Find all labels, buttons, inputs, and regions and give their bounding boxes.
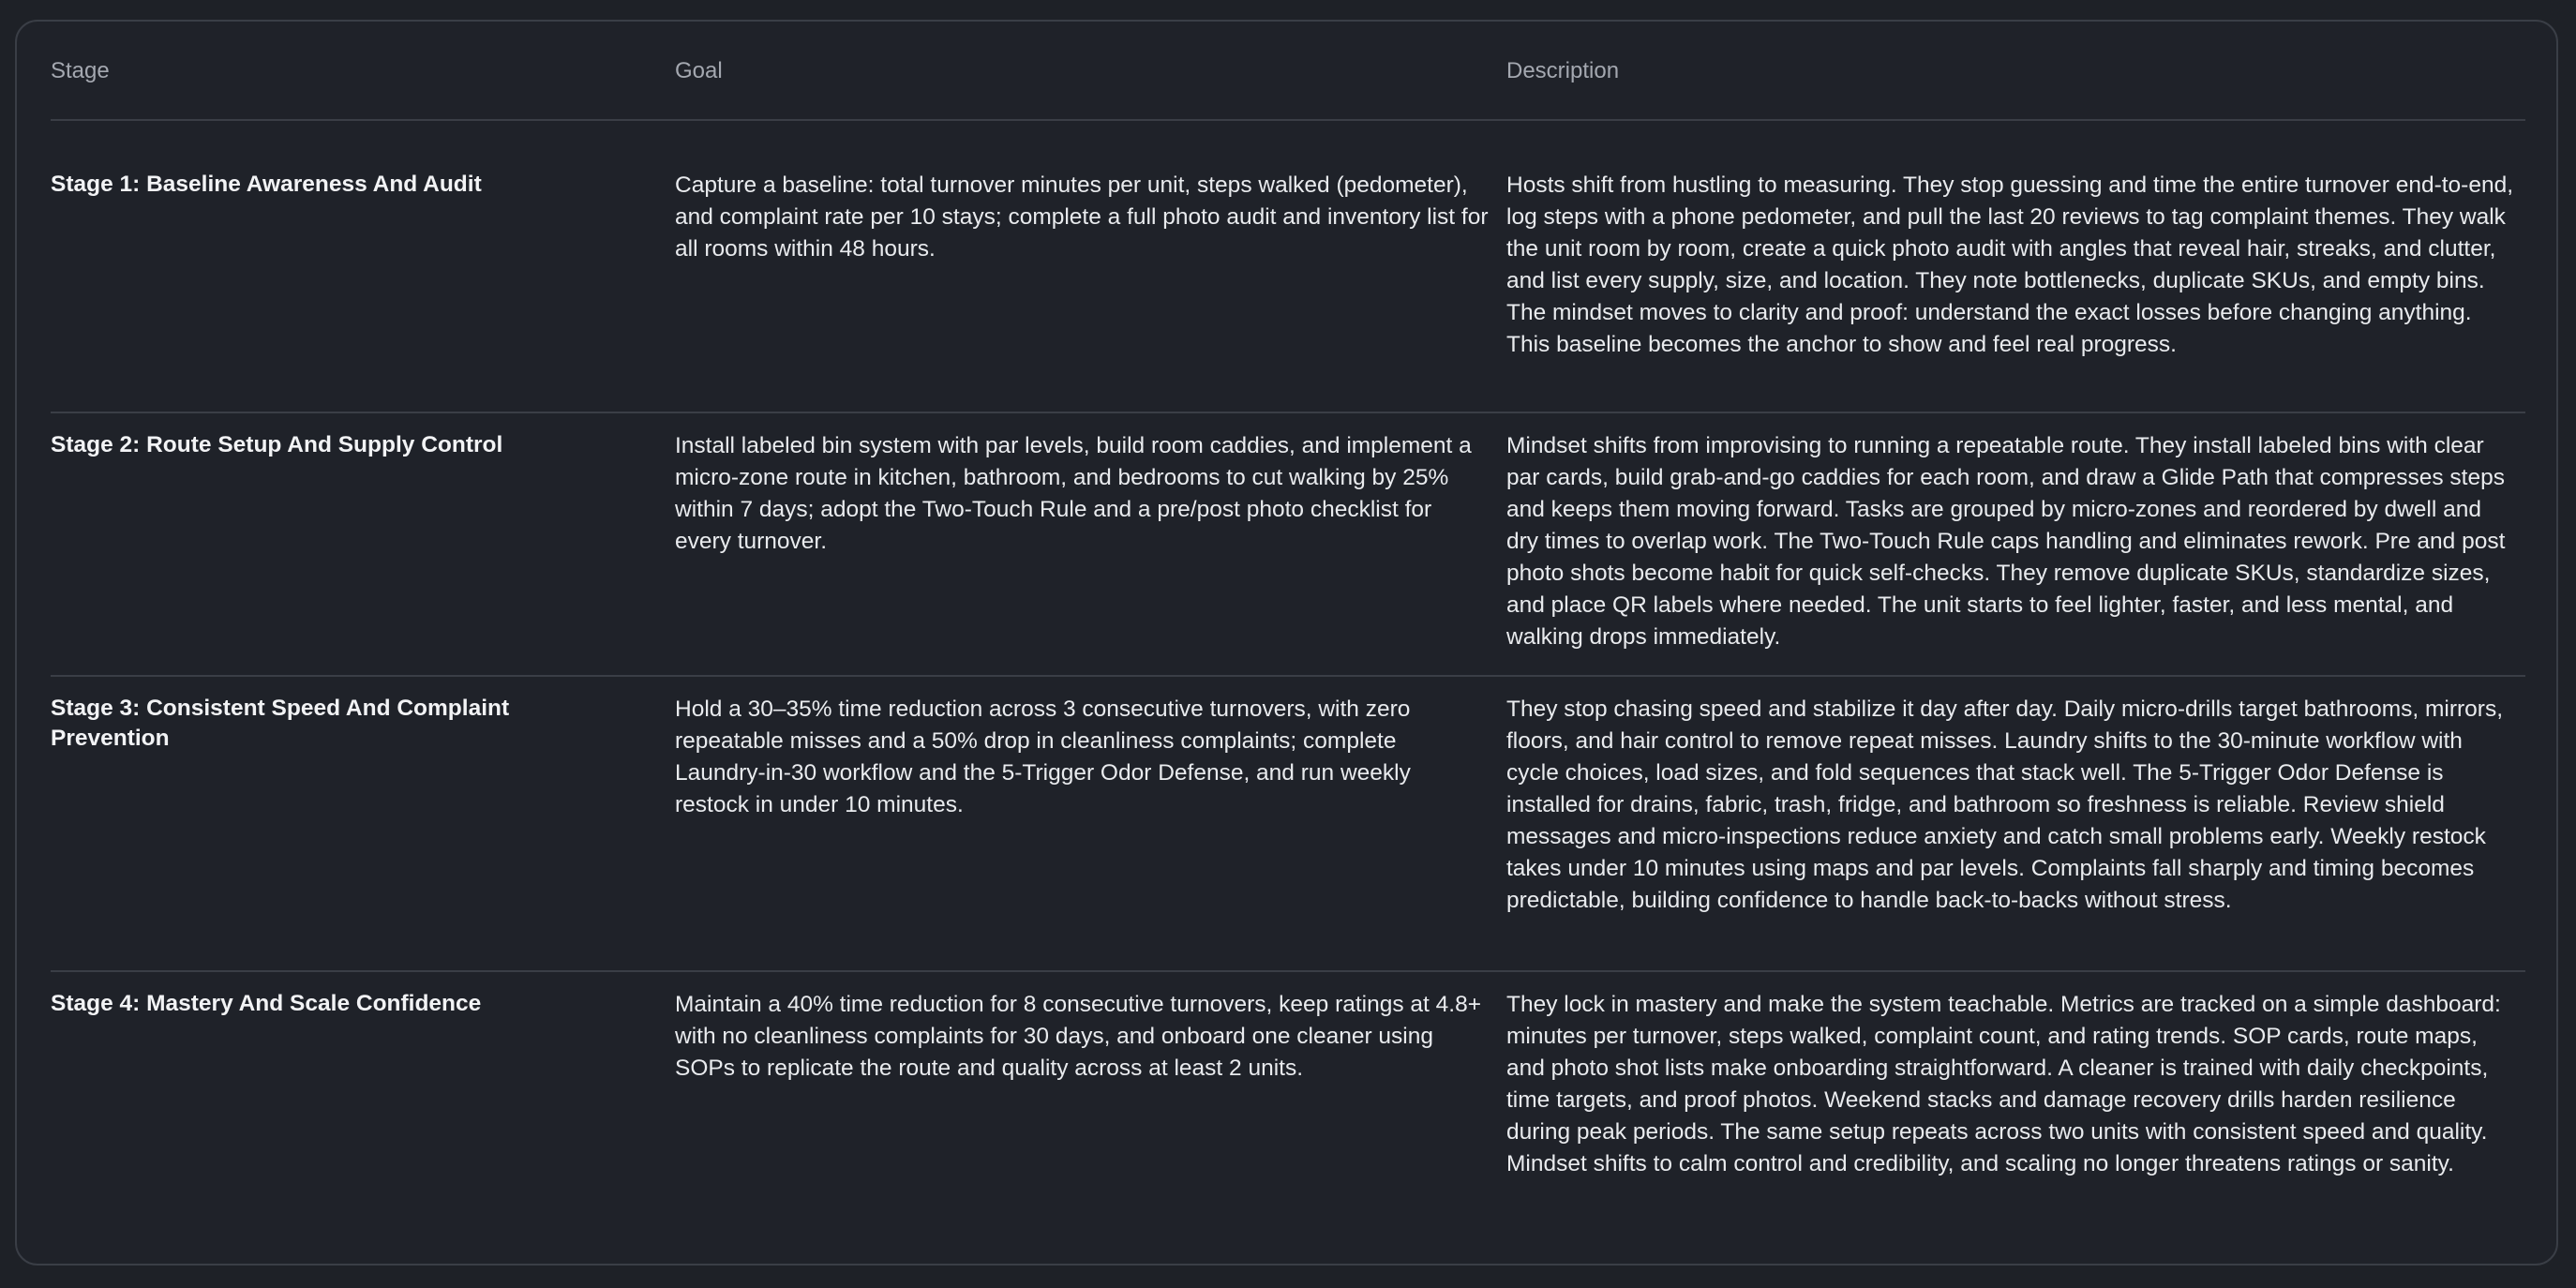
table-row bbox=[51, 412, 2525, 676]
goal-cell: Hold a 30–35% time reduction across 3 consecutive turnovers, with zero repeatable misses and a 50% drop in cleanliness complaints; complete Laundry-in-30 workflow and the 5-Trigger Odor Defense, and run weekly restock in under 10 minutes. bbox=[675, 676, 1506, 971]
goal-cell: Capture a baseline: total turnover minutes per unit, steps walked (pedometer), and complaint rate per 10 stays; complete a full photo audit and inventory list for all rooms within 48 hours. bbox=[675, 120, 1506, 412]
description-cell: Hosts shift from hustling to measuring. They stop guessing and time the entire turnover end-to-end, log steps with a phone pedometer, and pull the last 20 reviews to tag complaint themes. They walk the unit room by room, create a quick photo audit with angles that reveal hair, streaks, and clutter, and list every supply, size, and location. They note bottlenecks, duplicate SKUs, and empty bins. The mindset moves to clarity and proof: understand the exact losses before changing anything. This baseline becomes the anchor to show and feel real progress. bbox=[1506, 120, 2525, 412]
stage-cell: Stage 3: Consistent Speed And Complaint Prevention bbox=[51, 676, 675, 971]
description-cell: They stop chasing speed and stabilize it day after day. Daily micro-drills target bathrooms, mirrors, floors, and hair control to remove repeat misses. Laundry shifts to the 30-minute workflow with cycle choices, load sizes, and fold sequences that stack well. The 5-Trigger Odor Defense is installed for drains, fabric, trash, fridge, and bathroom so freshness is reliable. Review shield messages and micro-inspections reduce anxiety and catch small problems early. Weekly restock takes under 10 minutes using maps and par levels. Complaints fall sharply and timing becomes predictable, building confidence to handle back-to-backs without stress. bbox=[1506, 676, 2525, 971]
stages-table bbox=[51, 22, 2525, 1243]
column-header-description bbox=[1506, 22, 2525, 120]
goal-cell: Install labeled bin system with par levels, build room caddies, and implement a micro-zone route in kitchen, bathroom, and bedrooms to cut walking by 25% within 7 days; adopt the Two-Touch Rule and a pre/post photo checklist for every turnover. bbox=[675, 412, 1506, 676]
stage-cell: Stage 2: Route Setup And Supply Control bbox=[51, 412, 675, 676]
column-header-goal-label: Goal bbox=[675, 58, 723, 83]
table-body bbox=[51, 120, 2525, 1243]
table-row bbox=[51, 676, 2525, 971]
table-row bbox=[51, 120, 2525, 412]
stages-table-card bbox=[15, 20, 2558, 1266]
table-header-row bbox=[51, 22, 2525, 120]
stage-cell: Stage 1: Baseline Awareness And Audit bbox=[51, 120, 675, 412]
column-header-stage bbox=[51, 22, 675, 120]
description-cell: They lock in mastery and make the system teachable. Metrics are tracked on a simple dashboard: minutes per turnover, steps walked, complaint count, and rating trends. SOP cards, route maps, and photo shot lists make onboarding straightforward. A cleaner is trained with daily checkpoints, time targets, and proof photos. Weekend stacks and damage recovery drills harden resilience during peak periods. The same setup repeats across two units with consistent speed and quality. Mindset shifts to calm control and credibility, and scaling no longer threatens ratings or sanity. bbox=[1506, 992, 2501, 1176]
goal-cell: Maintain a 40% time reduction for 8 consecutive turnovers, keep ratings at 4.8+ with no cleanliness complaints for 30 days, and onboard one cleaner using SOPs to replicate the route and quality across at least 2 units. bbox=[675, 992, 1482, 1081]
table-header bbox=[51, 22, 2525, 120]
stage-cell: Stage 4: Mastery And Scale Confidence bbox=[51, 991, 482, 1016]
column-header-stage-label: Stage bbox=[51, 58, 110, 83]
table-row bbox=[51, 971, 2525, 1243]
column-header-goal bbox=[675, 22, 1506, 120]
column-header-description-label: Description bbox=[1506, 58, 1620, 83]
description-cell: Mindset shifts from improvising to running a repeatable route. They install labeled bins with clear par cards, build grab-and-go caddies for each room, and draw a Glide Path that compresses steps and keeps them moving forward. Tasks are grouped by micro-zones and reordered by dwell and dry times to overlap work. The Two-Touch Rule caps handling and eliminates rework. Pre and post photo shots become habit for quick self-checks. They remove duplicate SKUs, standardize sizes, and place QR labels where needed. The unit starts to feel lighter, faster, and less mental, and walking drops immediately. bbox=[1506, 412, 2525, 676]
